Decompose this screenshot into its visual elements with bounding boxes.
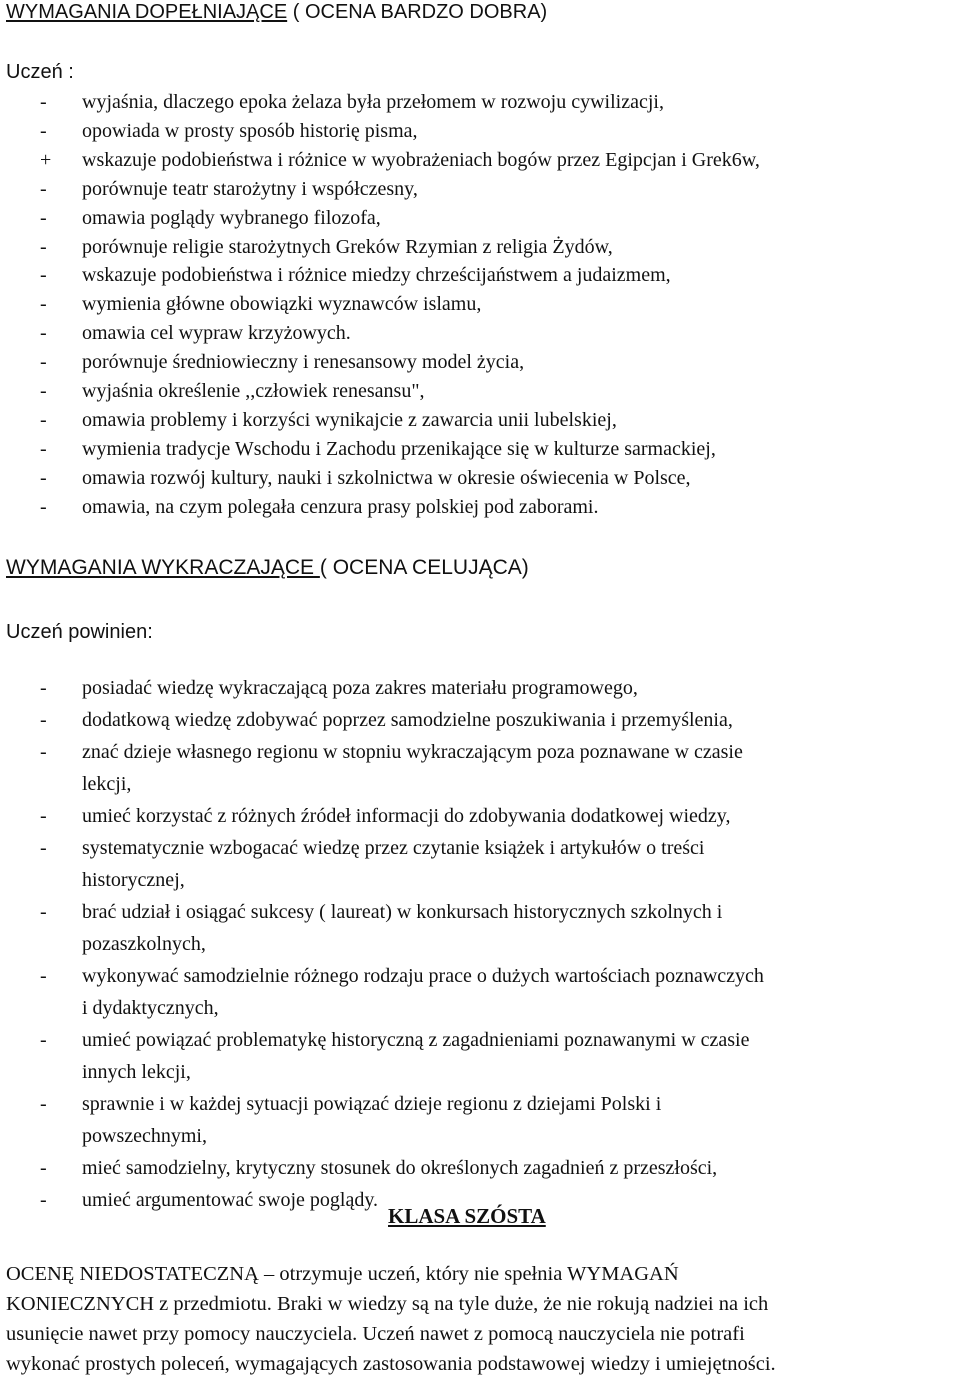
list-item-text: wskazuje podobieństwa i różnice w wyobrażeniach bogów przez Egipcjan i Grek6w, [82, 148, 760, 171]
list-item-text: i dydaktycznych, [82, 997, 219, 1019]
list-item-marker: - [40, 741, 47, 763]
list-item-marker: - [40, 709, 47, 731]
heading-grade: ( OCENA CELUJĄCA) [319, 556, 529, 579]
list-item-text: umieć korzystać z różnych źródeł informacji do zdobywania dodatkowej wiedzy, [82, 805, 731, 827]
list-item-marker: - [40, 1189, 47, 1211]
list-item-text: umieć powiązać problematykę historyczną z zagadnieniami poznawanymi w czasie [82, 1029, 750, 1051]
list-item-marker: - [40, 965, 47, 987]
list-item-marker: - [40, 805, 47, 827]
paragraph-line: usunięcie nawet przy pomocy nauczyciela. Uczeń nawet z pomocą nauczyciela nie potrafi [6, 1323, 745, 1345]
list-item-text: historycznej, [82, 869, 185, 891]
list-item-marker: - [40, 1157, 47, 1179]
section-intro: Uczeń : [6, 61, 74, 83]
list-item-text: brać udział i osiągać sukcesy ( laureat) w konkursach historycznych szkolnych i [82, 901, 723, 923]
list-item-text: porównuje średniowieczny i renesansowy model życia, [82, 351, 525, 374]
list-item-marker: - [40, 206, 47, 229]
paragraph-line: KONIECZNYCH z przedmiotu. Braki w wiedzy są na tyle duże, że nie rokują nadziei na ich [6, 1293, 769, 1315]
list-item-marker: - [40, 235, 47, 258]
list-item-text: innych lekcji, [82, 1061, 191, 1083]
list-item-marker: - [40, 351, 47, 374]
list-item-marker: - [40, 466, 47, 489]
class-heading: KLASA SZÓSTA [388, 1204, 546, 1228]
list-item-text: omawia rozwój kultury, nauki i szkolnictwa w okresie oświecenia w Polsce, [82, 466, 691, 489]
list-item-marker: - [40, 177, 47, 200]
list-item-text: sprawnie i w każdej sytuacji powiązać dzieje regionu z dziejami Polski i [82, 1093, 662, 1115]
list-item-marker: - [40, 495, 47, 518]
list-item-marker: + [40, 148, 52, 171]
list-item-marker: - [40, 901, 47, 923]
list-item-marker: - [40, 380, 47, 402]
heading-grade: ( OCENA BARDZO DOBRA) [287, 1, 548, 23]
heading-title: WYMAGANIA DOPEŁNIAJĄCE [6, 1, 288, 23]
paragraph-line: OCENĘ NIEDOSTATECZNĄ – otrzymuje uczeń, który nie spełnia WYMAGAŃ [6, 1263, 679, 1285]
list-item-text: umieć argumentować swoje poglądy. [82, 1189, 379, 1211]
list-item-marker: - [40, 91, 47, 113]
list-item-text: znać dzieje własnego regionu w stopniu wykraczającym poza poznawane w czasie [82, 741, 743, 763]
list-item-text: omawia cel wypraw krzyżowych. [82, 322, 351, 345]
list-item-text: opowiada w prosty sposób historię pisma, [82, 119, 418, 142]
list-item-marker: - [40, 408, 47, 431]
list-item-text: wyjaśnia określenie ,,człowiek renesansu", [82, 380, 425, 402]
list-item-text: pozaszkolnych, [82, 933, 206, 955]
list-item-marker: - [40, 437, 47, 460]
list-item-text: wyjaśnia, dlaczego epoka żelaza była przełomem w rozwoju cywilizacji, [82, 91, 664, 113]
heading-title: WYMAGANIA WYKRACZAJĄCE [6, 556, 320, 579]
list-item-marker: - [40, 1093, 47, 1115]
list-item-marker: - [40, 1029, 47, 1051]
list-item-text: porównuje teatr starożytny i współczesny, [82, 177, 418, 200]
list-item-text: posiadać wiedzę wykraczającą poza zakres materiału programowego, [82, 677, 638, 699]
list-item-marker: - [40, 322, 47, 345]
list-item-text: omawia problemy i korzyści wynikajcie z zawarcia unii lubelskiej, [82, 408, 617, 431]
list-item-marker: - [40, 837, 47, 859]
section-heading-wykraczajace [6, 556, 529, 580]
list-item-marker: - [40, 293, 47, 316]
list-item-text: powszechnymi, [82, 1125, 207, 1147]
paragraph-line: wykonać prostych poleceń, wymagających zastosowania podstawowej wiedzy i umiejętności. [6, 1353, 776, 1375]
list-item-text: wykonywać samodzielnie różnego rodzaju prace o dużych wartościach poznawczych [82, 965, 764, 987]
list-item-text: omawia poglądy wybranego filozofa, [82, 206, 381, 229]
list-item-text: wymienia tradycje Wschodu i Zachodu przenikające się w kulturze sarmackiej, [82, 437, 716, 460]
list-item-text: wskazuje podobieństwa i różnice miedzy chrześcijaństwem a judaizmem, [82, 264, 671, 287]
list-item-text: wymienia główne obowiązki wyznawców islamu, [82, 293, 482, 316]
list-item-text: lekcji, [82, 773, 132, 795]
list-item-text: omawia, na czym polegała cenzura prasy polskiej pod zaborami. [82, 495, 599, 518]
list-item-marker: - [40, 264, 47, 287]
list-item-text: systematycznie wzbogacać wiedzę przez czytanie książek i artykułów o treści [82, 837, 705, 859]
list-item-marker: - [40, 119, 47, 142]
list-item-text: dodatkową wiedzę zdobywać poprzez samodzielne poszukiwania i przemyślenia, [82, 709, 733, 731]
list-item-text: mieć samodzielny, krytyczny stosunek do określonych zagadnień z przeszłości, [82, 1157, 718, 1179]
section-heading-dopelniajace [6, 0, 547, 24]
section-intro: Uczeń powinien: [6, 621, 153, 643]
list-item-text: porównuje religie starożytnych Greków Rzymian z religia Żydów, [82, 235, 613, 258]
list-item-marker: - [40, 677, 47, 699]
